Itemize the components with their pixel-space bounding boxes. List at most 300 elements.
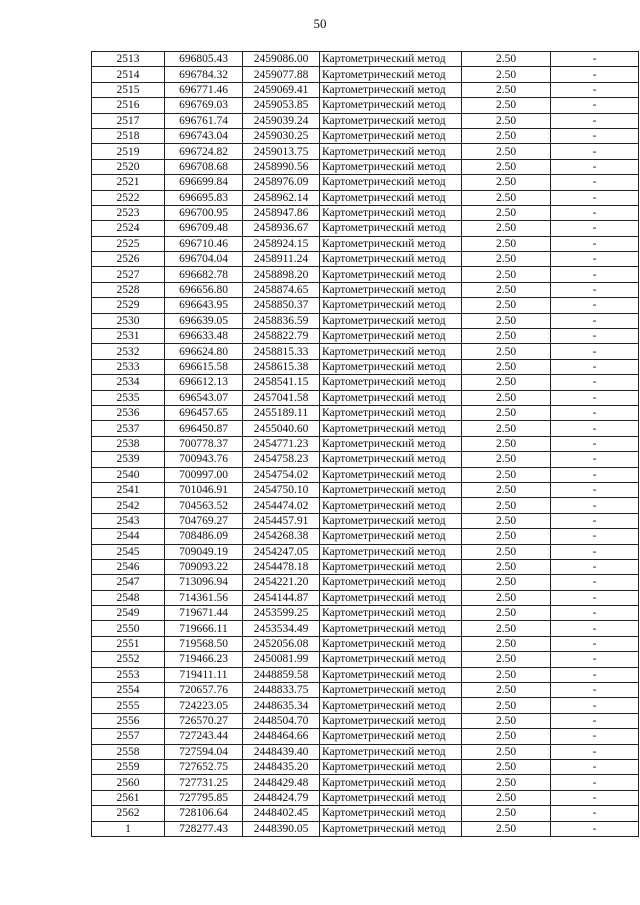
x-coordinate-cell: 727594.04: [165, 744, 243, 759]
method-cell: Картометрический метод: [320, 821, 462, 836]
x-coordinate-cell: 719411.11: [165, 667, 243, 682]
point-number-cell: 2529: [92, 298, 165, 313]
method-cell: Картометрический метод: [320, 128, 462, 143]
table-row: [92, 529, 639, 544]
accuracy-cell: 2.50: [462, 513, 551, 528]
table-row: [92, 606, 639, 621]
table-row: [92, 667, 639, 682]
y-coordinate-cell: 2448390.05: [243, 821, 320, 836]
x-coordinate-cell: 696656.80: [165, 282, 243, 297]
method-cell: Картометрический метод: [320, 683, 462, 698]
note-cell: -: [551, 436, 639, 451]
method-cell: Картометрический метод: [320, 590, 462, 605]
method-cell: Картометрический метод: [320, 790, 462, 805]
method-cell: Картометрический метод: [320, 190, 462, 205]
note-cell: -: [551, 252, 639, 267]
note-cell: -: [551, 98, 639, 113]
point-number-cell: 2541: [92, 482, 165, 497]
table-row: [92, 329, 639, 344]
x-coordinate-cell: 696615.58: [165, 359, 243, 374]
note-cell: -: [551, 821, 639, 836]
method-cell: Картометрический метод: [320, 452, 462, 467]
x-coordinate-cell: 727795.85: [165, 790, 243, 805]
y-coordinate-cell: 2458947.86: [243, 205, 320, 220]
method-cell: Картометрический метод: [320, 744, 462, 759]
accuracy-cell: 2.50: [462, 267, 551, 282]
accuracy-cell: 2.50: [462, 190, 551, 205]
x-coordinate-cell: 704563.52: [165, 498, 243, 513]
y-coordinate-cell: 2458962.14: [243, 190, 320, 205]
method-cell: Картометрический метод: [320, 667, 462, 682]
accuracy-cell: 2.50: [462, 67, 551, 82]
table-row: [92, 298, 639, 313]
note-cell: -: [551, 144, 639, 159]
x-coordinate-cell: 696457.65: [165, 405, 243, 420]
point-number-cell: 2542: [92, 498, 165, 513]
y-coordinate-cell: 2454144.87: [243, 590, 320, 605]
table-row: [92, 436, 639, 451]
note-cell: -: [551, 683, 639, 698]
y-coordinate-cell: 2458815.33: [243, 344, 320, 359]
table-row: [92, 652, 639, 667]
accuracy-cell: 2.50: [462, 359, 551, 374]
x-coordinate-cell: 696633.48: [165, 329, 243, 344]
note-cell: -: [551, 128, 639, 143]
table-row: [92, 236, 639, 251]
page-number: 50: [313, 16, 327, 31]
point-number-cell: 2556: [92, 713, 165, 728]
x-coordinate-cell: 700997.00: [165, 467, 243, 482]
accuracy-cell: 2.50: [462, 205, 551, 220]
x-coordinate-cell: 696450.87: [165, 421, 243, 436]
y-coordinate-cell: 2454247.05: [243, 544, 320, 559]
note-cell: -: [551, 421, 639, 436]
y-coordinate-cell: 2454754.02: [243, 467, 320, 482]
x-coordinate-cell: 696708.68: [165, 159, 243, 174]
x-coordinate-cell: 696743.04: [165, 128, 243, 143]
method-cell: Картометрический метод: [320, 67, 462, 82]
table-row: [92, 513, 639, 528]
note-cell: -: [551, 282, 639, 297]
accuracy-cell: 2.50: [462, 544, 551, 559]
method-cell: Картометрический метод: [320, 113, 462, 128]
x-coordinate-cell: 720657.76: [165, 683, 243, 698]
y-coordinate-cell: 2458911.24: [243, 252, 320, 267]
accuracy-cell: 2.50: [462, 729, 551, 744]
table-row: [92, 498, 639, 513]
x-coordinate-cell: 700778.37: [165, 436, 243, 451]
method-cell: Картометрический метод: [320, 575, 462, 590]
y-coordinate-cell: 2459053.85: [243, 98, 320, 113]
point-number-cell: 2546: [92, 559, 165, 574]
method-cell: Картометрический метод: [320, 498, 462, 513]
y-coordinate-cell: 2450081.99: [243, 652, 320, 667]
note-cell: -: [551, 529, 639, 544]
accuracy-cell: 2.50: [462, 98, 551, 113]
x-coordinate-cell: 696639.05: [165, 313, 243, 328]
point-number-cell: 2561: [92, 790, 165, 805]
x-coordinate-cell: 713096.94: [165, 575, 243, 590]
accuracy-cell: 2.50: [462, 636, 551, 651]
x-coordinate-cell: 696682.78: [165, 267, 243, 282]
note-cell: -: [551, 329, 639, 344]
table-row: [92, 821, 639, 836]
note-cell: -: [551, 344, 639, 359]
table-row: [92, 467, 639, 482]
x-coordinate-cell: 714361.56: [165, 590, 243, 605]
accuracy-cell: 2.50: [462, 52, 551, 67]
note-cell: -: [551, 482, 639, 497]
table-row: [92, 806, 639, 821]
x-coordinate-cell: 696704.04: [165, 252, 243, 267]
y-coordinate-cell: 2448464.66: [243, 729, 320, 744]
accuracy-cell: 2.50: [462, 621, 551, 636]
accuracy-cell: 2.50: [462, 375, 551, 390]
table-row: [92, 113, 639, 128]
x-coordinate-cell: 704769.27: [165, 513, 243, 528]
table-row: [92, 421, 639, 436]
accuracy-cell: 2.50: [462, 236, 551, 251]
accuracy-cell: 2.50: [462, 775, 551, 790]
method-cell: Картометрический метод: [320, 759, 462, 774]
method-cell: Картометрический метод: [320, 82, 462, 97]
table-row: [92, 621, 639, 636]
x-coordinate-cell: 696695.83: [165, 190, 243, 205]
table-row: [92, 744, 639, 759]
y-coordinate-cell: 2453534.49: [243, 621, 320, 636]
method-cell: Картометрический метод: [320, 729, 462, 744]
point-number-cell: 2549: [92, 606, 165, 621]
method-cell: Картометрический метод: [320, 775, 462, 790]
accuracy-cell: 2.50: [462, 498, 551, 513]
table-row: [92, 590, 639, 605]
y-coordinate-cell: 2459077.88: [243, 67, 320, 82]
point-number-cell: 2519: [92, 144, 165, 159]
point-number-cell: 2517: [92, 113, 165, 128]
note-cell: -: [551, 590, 639, 605]
table-row: [92, 67, 639, 82]
y-coordinate-cell: 2448424.79: [243, 790, 320, 805]
table-row: [92, 729, 639, 744]
note-cell: -: [551, 159, 639, 174]
method-cell: Картометрический метод: [320, 436, 462, 451]
point-number-cell: 2557: [92, 729, 165, 744]
note-cell: -: [551, 606, 639, 621]
note-cell: -: [551, 698, 639, 713]
y-coordinate-cell: 2459086.00: [243, 52, 320, 67]
note-cell: -: [551, 713, 639, 728]
note-cell: -: [551, 405, 639, 420]
point-number-cell: 2559: [92, 759, 165, 774]
x-coordinate-cell: 696624.80: [165, 344, 243, 359]
point-number-cell: 2547: [92, 575, 165, 590]
point-number-cell: 2526: [92, 252, 165, 267]
x-coordinate-cell: 696724.82: [165, 144, 243, 159]
x-coordinate-cell: 696612.13: [165, 375, 243, 390]
y-coordinate-cell: 2454750.10: [243, 482, 320, 497]
y-coordinate-cell: 2458541.15: [243, 375, 320, 390]
table-row: [92, 359, 639, 374]
point-number-cell: 2545: [92, 544, 165, 559]
table-row: [92, 636, 639, 651]
point-number-cell: 2540: [92, 467, 165, 482]
point-number-cell: 1: [92, 821, 165, 836]
x-coordinate-cell: 724223.05: [165, 698, 243, 713]
method-cell: Картометрический метод: [320, 806, 462, 821]
x-coordinate-cell: 727243.44: [165, 729, 243, 744]
y-coordinate-cell: 2454771.23: [243, 436, 320, 451]
accuracy-cell: 2.50: [462, 436, 551, 451]
x-coordinate-cell: 726570.27: [165, 713, 243, 728]
y-coordinate-cell: 2448859.58: [243, 667, 320, 682]
table-row: [92, 452, 639, 467]
x-coordinate-cell: 727731.25: [165, 775, 243, 790]
table-row: [92, 252, 639, 267]
point-number-cell: 2562: [92, 806, 165, 821]
note-cell: -: [551, 575, 639, 590]
point-number-cell: 2523: [92, 205, 165, 220]
table-row: [92, 205, 639, 220]
accuracy-cell: 2.50: [462, 559, 551, 574]
table-row: [92, 698, 639, 713]
table-row: [92, 544, 639, 559]
x-coordinate-cell: 700943.76: [165, 452, 243, 467]
accuracy-cell: 2.50: [462, 806, 551, 821]
method-cell: Картометрический метод: [320, 713, 462, 728]
y-coordinate-cell: 2458874.65: [243, 282, 320, 297]
table-row: [92, 575, 639, 590]
y-coordinate-cell: 2459030.25: [243, 128, 320, 143]
method-cell: Картометрический метод: [320, 559, 462, 574]
accuracy-cell: 2.50: [462, 344, 551, 359]
point-number-cell: 2530: [92, 313, 165, 328]
x-coordinate-cell: 696805.43: [165, 52, 243, 67]
note-cell: -: [551, 236, 639, 251]
point-number-cell: 2560: [92, 775, 165, 790]
x-coordinate-cell: 719671.44: [165, 606, 243, 621]
table-row: [92, 267, 639, 282]
table-row: [92, 221, 639, 236]
y-coordinate-cell: 2454474.02: [243, 498, 320, 513]
y-coordinate-cell: 2459013.75: [243, 144, 320, 159]
y-coordinate-cell: 2458615.38: [243, 359, 320, 374]
y-coordinate-cell: 2448402.45: [243, 806, 320, 821]
table-row: [92, 759, 639, 774]
point-number-cell: 2531: [92, 329, 165, 344]
note-cell: -: [551, 652, 639, 667]
accuracy-cell: 2.50: [462, 744, 551, 759]
point-number-cell: 2535: [92, 390, 165, 405]
x-coordinate-cell: 696761.74: [165, 113, 243, 128]
point-number-cell: 2537: [92, 421, 165, 436]
accuracy-cell: 2.50: [462, 313, 551, 328]
table-row: [92, 559, 639, 574]
point-number-cell: 2525: [92, 236, 165, 251]
method-cell: Картометрический метод: [320, 698, 462, 713]
method-cell: Картометрический метод: [320, 52, 462, 67]
y-coordinate-cell: 2455040.60: [243, 421, 320, 436]
note-cell: -: [551, 667, 639, 682]
method-cell: Картометрический метод: [320, 482, 462, 497]
x-coordinate-cell: 696699.84: [165, 175, 243, 190]
method-cell: Картометрический метод: [320, 98, 462, 113]
point-number-cell: 2544: [92, 529, 165, 544]
coordinates-table-body: [92, 52, 639, 837]
table-row: [92, 683, 639, 698]
table-row: [92, 775, 639, 790]
accuracy-cell: 2.50: [462, 698, 551, 713]
table-row: [92, 344, 639, 359]
point-number-cell: 2514: [92, 67, 165, 82]
note-cell: -: [551, 359, 639, 374]
method-cell: Картометрический метод: [320, 636, 462, 651]
method-cell: Картометрический метод: [320, 175, 462, 190]
method-cell: Картометрический метод: [320, 344, 462, 359]
accuracy-cell: 2.50: [462, 113, 551, 128]
note-cell: -: [551, 67, 639, 82]
accuracy-cell: 2.50: [462, 713, 551, 728]
note-cell: -: [551, 544, 639, 559]
note-cell: -: [551, 467, 639, 482]
note-cell: -: [551, 82, 639, 97]
table-row: [92, 128, 639, 143]
point-number-cell: 2533: [92, 359, 165, 374]
y-coordinate-cell: 2448504.70: [243, 713, 320, 728]
note-cell: -: [551, 790, 639, 805]
accuracy-cell: 2.50: [462, 606, 551, 621]
note-cell: -: [551, 205, 639, 220]
accuracy-cell: 2.50: [462, 421, 551, 436]
method-cell: Картометрический метод: [320, 513, 462, 528]
x-coordinate-cell: 719666.11: [165, 621, 243, 636]
accuracy-cell: 2.50: [462, 405, 551, 420]
note-cell: -: [551, 390, 639, 405]
y-coordinate-cell: 2458976.09: [243, 175, 320, 190]
method-cell: Картометрический метод: [320, 313, 462, 328]
method-cell: Картометрический метод: [320, 205, 462, 220]
y-coordinate-cell: 2448429.48: [243, 775, 320, 790]
coordinates-table: [91, 51, 639, 837]
point-number-cell: 2552: [92, 652, 165, 667]
accuracy-cell: 2.50: [462, 144, 551, 159]
accuracy-cell: 2.50: [462, 652, 551, 667]
x-coordinate-cell: 728106.64: [165, 806, 243, 821]
accuracy-cell: 2.50: [462, 252, 551, 267]
point-number-cell: 2522: [92, 190, 165, 205]
x-coordinate-cell: 696709.48: [165, 221, 243, 236]
accuracy-cell: 2.50: [462, 575, 551, 590]
accuracy-cell: 2.50: [462, 221, 551, 236]
accuracy-cell: 2.50: [462, 821, 551, 836]
y-coordinate-cell: 2458898.20: [243, 267, 320, 282]
y-coordinate-cell: 2455189.11: [243, 405, 320, 420]
point-number-cell: 2516: [92, 98, 165, 113]
point-number-cell: 2518: [92, 128, 165, 143]
method-cell: Картометрический метод: [320, 421, 462, 436]
x-coordinate-cell: 696710.46: [165, 236, 243, 251]
table-row: [92, 82, 639, 97]
accuracy-cell: 2.50: [462, 590, 551, 605]
x-coordinate-cell: 696769.03: [165, 98, 243, 113]
x-coordinate-cell: 696643.95: [165, 298, 243, 313]
point-number-cell: 2513: [92, 52, 165, 67]
accuracy-cell: 2.50: [462, 159, 551, 174]
y-coordinate-cell: 2459039.24: [243, 113, 320, 128]
note-cell: -: [551, 498, 639, 513]
note-cell: -: [551, 559, 639, 574]
note-cell: -: [551, 313, 639, 328]
table-row: [92, 159, 639, 174]
y-coordinate-cell: 2458850.37: [243, 298, 320, 313]
point-number-cell: 2543: [92, 513, 165, 528]
x-coordinate-cell: 709049.19: [165, 544, 243, 559]
accuracy-cell: 2.50: [462, 482, 551, 497]
point-number-cell: 2515: [92, 82, 165, 97]
method-cell: Картометрический метод: [320, 467, 462, 482]
note-cell: -: [551, 175, 639, 190]
accuracy-cell: 2.50: [462, 390, 551, 405]
accuracy-cell: 2.50: [462, 175, 551, 190]
y-coordinate-cell: 2448635.34: [243, 698, 320, 713]
point-number-cell: 2536: [92, 405, 165, 420]
note-cell: -: [551, 113, 639, 128]
x-coordinate-cell: 696771.46: [165, 82, 243, 97]
y-coordinate-cell: 2448833.75: [243, 683, 320, 698]
point-number-cell: 2539: [92, 452, 165, 467]
point-number-cell: 2534: [92, 375, 165, 390]
accuracy-cell: 2.50: [462, 667, 551, 682]
method-cell: Картометрический метод: [320, 652, 462, 667]
y-coordinate-cell: 2458836.59: [243, 313, 320, 328]
note-cell: -: [551, 775, 639, 790]
method-cell: Картометрический метод: [320, 144, 462, 159]
accuracy-cell: 2.50: [462, 82, 551, 97]
method-cell: Картометрический метод: [320, 159, 462, 174]
note-cell: -: [551, 636, 639, 651]
method-cell: Картометрический метод: [320, 252, 462, 267]
point-number-cell: 2555: [92, 698, 165, 713]
y-coordinate-cell: 2458924.15: [243, 236, 320, 251]
table-row: [92, 175, 639, 190]
point-number-cell: 2520: [92, 159, 165, 174]
method-cell: Картометрический метод: [320, 375, 462, 390]
table-row: [92, 190, 639, 205]
y-coordinate-cell: 2458822.79: [243, 329, 320, 344]
method-cell: Картометрический метод: [320, 282, 462, 297]
table-row: [92, 790, 639, 805]
y-coordinate-cell: 2458936.67: [243, 221, 320, 236]
y-coordinate-cell: 2452056.08: [243, 636, 320, 651]
accuracy-cell: 2.50: [462, 529, 551, 544]
point-number-cell: 2558: [92, 744, 165, 759]
point-number-cell: 2548: [92, 590, 165, 605]
y-coordinate-cell: 2454268.38: [243, 529, 320, 544]
accuracy-cell: 2.50: [462, 128, 551, 143]
table-row: [92, 144, 639, 159]
table-row: [92, 405, 639, 420]
table-row: [92, 482, 639, 497]
note-cell: -: [551, 729, 639, 744]
x-coordinate-cell: 727652.75: [165, 759, 243, 774]
note-cell: -: [551, 190, 639, 205]
accuracy-cell: 2.50: [462, 329, 551, 344]
accuracy-cell: 2.50: [462, 282, 551, 297]
table-row: [92, 313, 639, 328]
note-cell: -: [551, 621, 639, 636]
table-row: [92, 52, 639, 67]
y-coordinate-cell: 2454478.18: [243, 559, 320, 574]
x-coordinate-cell: 708486.09: [165, 529, 243, 544]
